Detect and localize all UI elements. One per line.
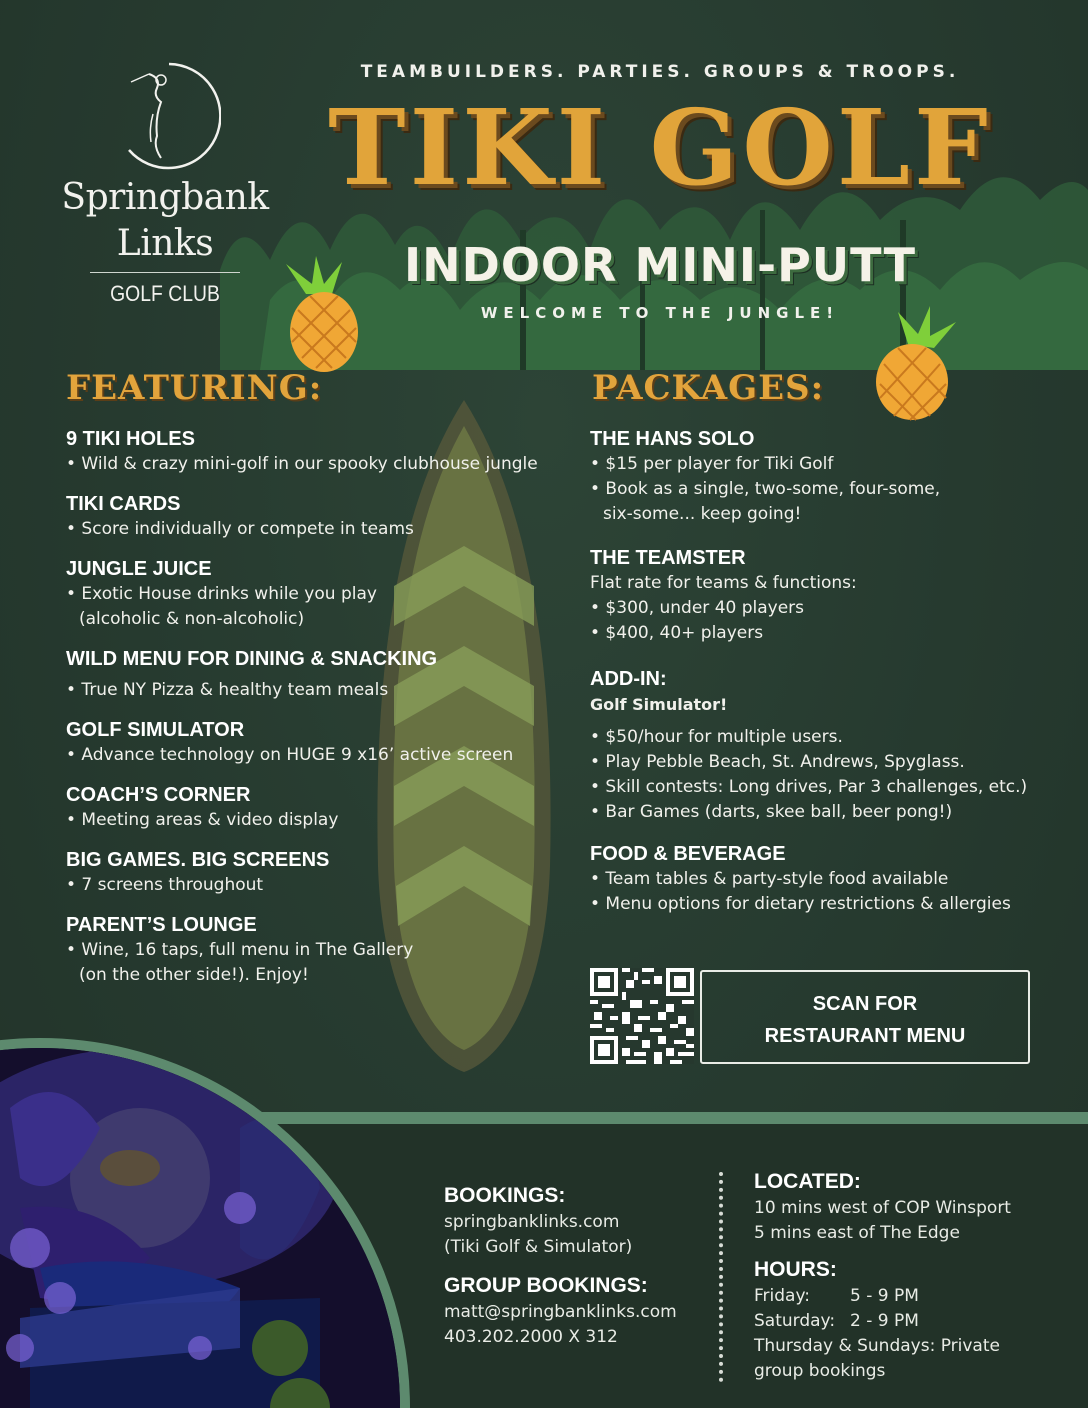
scan-line2: RESTAURANT MENU — [764, 1025, 966, 1047]
hours-row-saturday — [754, 1309, 1074, 1334]
hours-note: group bookings — [754, 1361, 886, 1381]
scan-menu-box[interactable] — [700, 970, 1030, 1064]
located-line: 5 mins east of The Edge — [754, 1223, 960, 1243]
package-item — [590, 426, 1060, 527]
location-hours-section — [754, 1168, 1074, 1384]
feature-item — [66, 717, 566, 768]
group-bookings-title: GROUP BOOKINGS: — [444, 1274, 648, 1297]
bookings-title: BOOKINGS: — [444, 1184, 566, 1207]
feature-title: TIKI CARDS — [66, 493, 181, 515]
package-line: • Play Pebble Beach, St. Andrews, Spyglass. — [590, 752, 965, 772]
package-item — [590, 841, 1060, 917]
feature-line: • True NY Pizza & healthy team meals — [66, 680, 389, 700]
feature-item — [66, 912, 566, 988]
package-line: • Bar Games (darts, skee ball, beer pong!) — [590, 802, 953, 822]
feature-line: (alcoholic & non-alcoholic) — [79, 609, 305, 629]
hours-day: Saturday: — [754, 1311, 836, 1331]
feature-item — [66, 646, 566, 703]
hours-note: Thursday & Sundays: Private — [754, 1336, 1000, 1356]
package-item — [590, 666, 1060, 825]
feature-title: JUNGLE JUICE — [66, 558, 212, 580]
package-line: • $300, under 40 players — [590, 598, 805, 618]
hours-time: 2 - 9 PM — [850, 1311, 919, 1331]
golfer-icon — [109, 58, 221, 170]
package-title: ADD-IN: — [590, 668, 667, 690]
package-line: • $50/hour for multiple users. — [590, 727, 843, 747]
feature-title: BIG GAMES. BIG SCREENS — [66, 849, 330, 871]
feature-line: • Exotic House drinks while you play — [66, 584, 377, 604]
feature-line: • Wine, 16 taps, full menu in The Gallery — [66, 940, 414, 960]
package-line: Flat rate for teams & functions: — [590, 573, 857, 593]
pineapple-icon — [868, 304, 964, 422]
package-item — [590, 545, 1060, 646]
feature-line: • Score individually or compete in teams — [66, 519, 414, 539]
feature-title: COACH’S CORNER — [66, 784, 251, 806]
packages-list — [590, 426, 1060, 931]
package-line: six-some... keep going! — [603, 504, 802, 524]
feature-item — [66, 847, 566, 898]
package-line: • Skill contests: Long drives, Par 3 challenges, etc.) — [590, 777, 1028, 797]
feature-line: • 7 screens throughout — [66, 875, 264, 895]
logo-name-line1: Springbank — [61, 177, 269, 218]
qr-code[interactable] — [590, 968, 694, 1064]
feature-title: PARENT’S LOUNGE — [66, 914, 257, 936]
welcome-text: WELCOME TO THE JUNGLE! — [480, 304, 840, 322]
springbank-logo — [60, 58, 270, 307]
hours-row-friday — [754, 1284, 1074, 1309]
hours-day: Friday: — [754, 1286, 811, 1306]
logo-subtitle: GOLF CLUB — [110, 281, 220, 306]
group-bookings-email[interactable]: matt@springbanklinks.com — [444, 1302, 677, 1322]
group-bookings-phone[interactable]: 403.202.2000 X 312 — [444, 1327, 618, 1347]
feature-item — [66, 426, 566, 477]
logo-name-line2: Links — [116, 223, 214, 264]
page-title: TIKI GOLF — [328, 86, 992, 209]
package-line: • $400, 40+ players — [590, 623, 764, 643]
feature-title: WILD MENU FOR DINING & SNACKING — [66, 648, 438, 670]
bookings-website[interactable]: springbanklinks.com — [444, 1212, 620, 1232]
feature-title: GOLF SIMULATOR — [66, 719, 245, 741]
bookings-section — [444, 1182, 714, 1350]
feature-line: • Meeting areas & video display — [66, 810, 339, 830]
featuring-heading: FEATURING: — [66, 368, 323, 408]
package-line: • Team tables & party-style food available — [590, 869, 949, 889]
logo-divider — [90, 272, 240, 273]
page-subtitle: INDOOR MINI-PUTT — [404, 238, 916, 292]
package-line: • Menu options for dietary restrictions & allergies — [590, 894, 1011, 914]
hours-title: HOURS: — [754, 1258, 837, 1281]
located-title: LOCATED: — [754, 1170, 861, 1193]
feature-item — [66, 782, 566, 833]
mini-putt-photo — [0, 1038, 410, 1408]
feature-line: • Wild & crazy mini-golf in our spooky clubhouse jungle — [66, 454, 538, 474]
featuring-list — [66, 426, 566, 1002]
pineapple-icon — [276, 254, 366, 374]
hours-time: 5 - 9 PM — [850, 1286, 919, 1306]
located-line: 10 mins west of COP Winsport — [754, 1198, 1011, 1218]
package-title: FOOD & BEVERAGE — [590, 843, 786, 865]
package-line: • $15 per player for Tiki Golf — [590, 454, 834, 474]
footer-divider — [719, 1172, 723, 1382]
package-title: THE TEAMSTER — [590, 547, 746, 569]
package-line: • Book as a single, two-some, four-some, — [590, 479, 941, 499]
scan-line1: SCAN FOR — [812, 993, 918, 1015]
package-subtitle: Golf Simulator! — [590, 695, 728, 714]
feature-line: (on the other side!). Enjoy! — [79, 965, 309, 985]
tagline: TEAMBUILDERS. PARTIES. GROUPS & TROOPS. — [360, 62, 960, 82]
feature-title: 9 TIKI HOLES — [66, 428, 195, 450]
feature-line: • Advance technology on HUGE 9 x16’ active screen — [66, 745, 514, 765]
packages-heading: PACKAGES: — [592, 368, 825, 408]
package-title: THE HANS SOLO — [590, 428, 755, 450]
bookings-note: (Tiki Golf & Simulator) — [444, 1237, 633, 1257]
feature-item — [66, 491, 566, 542]
feature-item — [66, 556, 566, 632]
